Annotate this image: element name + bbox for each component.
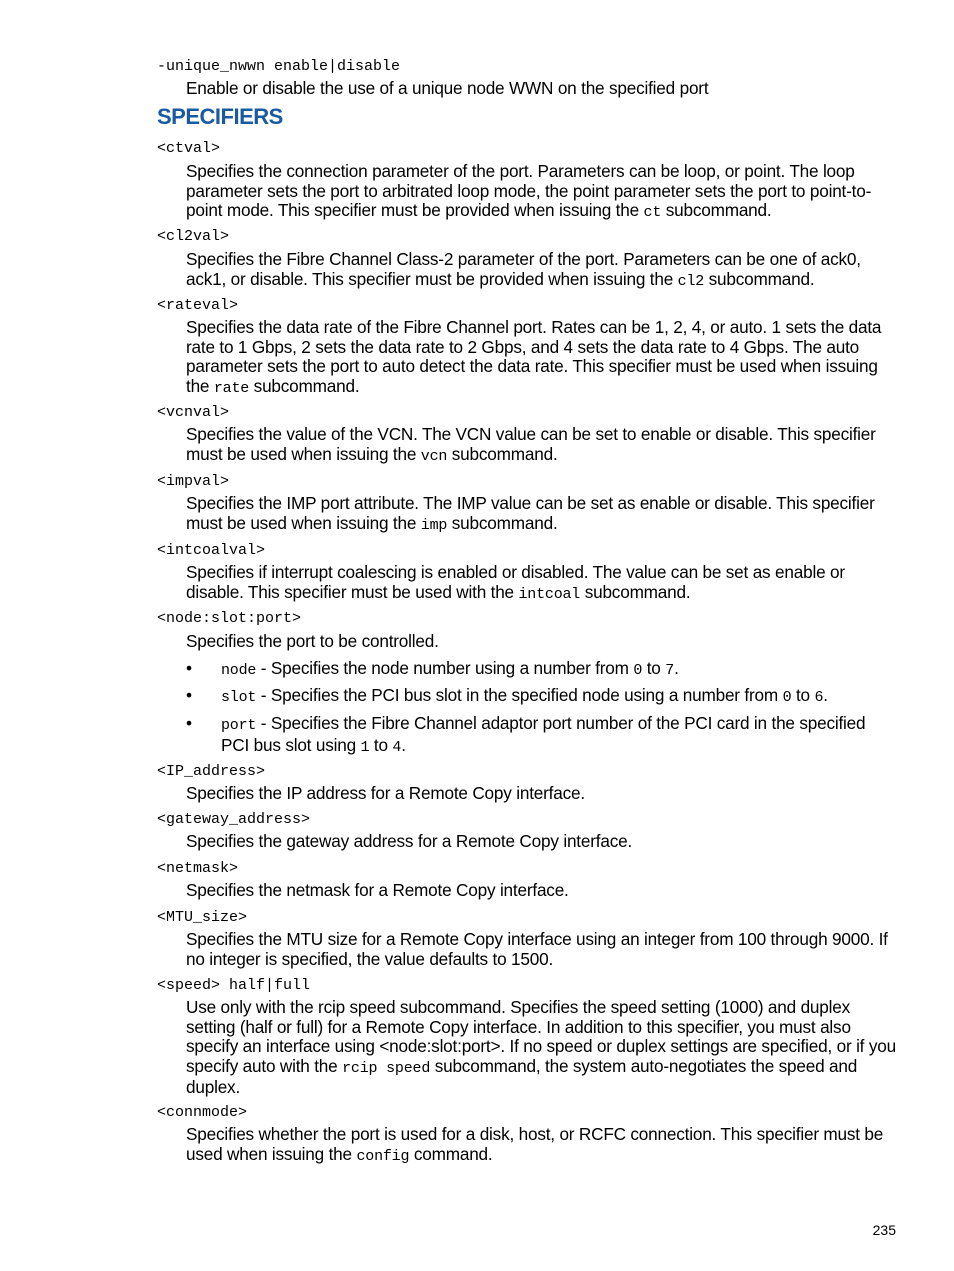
specifier-cl2val-description [186,250,898,291]
description-text: . [823,685,828,705]
description-text: . [674,658,679,678]
description-text: Specifies the IMP port attribute. The IMP value can be set as enable or disable. This specifier must be used when issuing the [186,493,875,533]
inline-code: intcoal [518,585,581,603]
specifier-vcnval: <vcnval> [157,404,230,421]
specifier-connmode: <connmode> [157,1104,248,1121]
description-text: subcommand. [447,512,558,533]
specifier-netmask-description: Specifies the netmask for a Remote Copy interface. [186,880,569,900]
inline-code: 0 [782,689,792,706]
specifier-intcoalval-description [186,563,898,604]
description-text: - Specifies the Fibre Channel adaptor port number of the PCI card in the specified PCI bus slot using [221,713,866,755]
specifier-netmask: <netmask> [157,860,239,877]
description-text: - Specifies the node number using a number from [256,658,634,678]
bullet-icon: • [186,713,192,733]
bullet-icon: • [186,685,192,705]
inline-code: imp [420,516,448,534]
description-text: Use only with the rcip speed subcommand. Specifies the speed setting (1000) and duplex setting (half or full) for a Remote Copy interface. In addition to this specifier, you must also specify an interface using <node:slot:port>. If no speed or duplex settings are specified, or if you specify auto with the [186,997,896,1076]
inline-code: node [221,662,257,679]
specifier-node-slot-port-description: Specifies the port to be controlled. [186,631,439,651]
specifier-rateval-description [186,318,898,398]
description-text: to [642,658,666,678]
description-text: subcommand. [447,443,558,464]
specifier-speed: <speed> half|full [157,977,311,994]
inline-code: slot [221,689,257,706]
list-item-text [221,714,898,757]
inline-code: ct [643,204,662,222]
option-unique-nwwn-description: Enable or disable the use of a unique node WWN on the specified port [186,78,709,98]
inline-code: 1 [360,738,370,756]
inline-code: port [221,717,257,734]
description-text: subcommand. [704,268,815,289]
description-text: subcommand. [661,200,772,221]
inline-code: 0 [633,662,643,679]
description-text: Specifies the data rate of the Fibre Channel port. Rates can be 1, 2, 4, or auto. 1 sets the data rate to 1 Gbps, 2 sets the data rate to 2 Gbps, and 4 sets the data rate to 4 Gbps. The auto parameter sets the port to auto detect the data rate. This specifier must be used when issuing the [186,317,882,396]
specifier-ctval-description [186,162,898,223]
specifier-connmode-description [186,1125,898,1166]
specifier-mtu-size: <MTU_size> [157,909,248,926]
description-text: Specifies the connection parameter of the port. Parameters can be loop, or point. The loop parameter sets the port to arbitrated loop mode, the point parameter sets the port to point-to-point mode. This specifier must be provided when issuing the [186,161,872,221]
specifier-ip-address-description: Specifies the IP address for a Remote Copy interface. [186,783,585,803]
description-text: - Specifies the PCI bus slot in the specified node using a number from [256,685,783,705]
description-text: Specifies if interrupt coalescing is enabled or disabled. The value can be set as enable or disable. This specifier must be used with the [186,562,845,602]
description-text: command. [409,1143,493,1164]
specifier-speed-description [186,998,898,1098]
specifier-gateway-address-description: Specifies the gateway address for a Remote Copy interface. [186,831,633,851]
description-text: subcommand. [580,581,691,602]
bullet-icon: • [186,658,192,678]
inline-code: rate [213,379,250,397]
description-text: subcommand. [249,375,360,396]
inline-code: rcip speed [342,1059,431,1077]
specifier-ip-address: <IP_address> [157,763,266,780]
specifier-intcoalval: <intcoalval> [157,542,266,559]
specifier-gateway-address: <gateway_address> [157,811,311,828]
description-text: Specifies whether the port is used for a disk, host, or RCFC connection. This specifier must be used when issuing the [186,1124,884,1164]
specifier-vcnval-description [186,425,898,466]
inline-code: 6 [814,689,824,706]
inline-code: 7 [665,662,675,679]
specifier-ctval: <ctval> [157,140,221,157]
description-text: . [401,734,406,755]
list-item-text [221,686,898,708]
inline-code: 4 [392,738,402,756]
specifier-rateval: <rateval> [157,297,239,314]
description-text: subcommand, the system auto-negotiates the speed and duplex. [186,1055,858,1098]
page-number: 235 [872,1222,896,1238]
description-text: Specifies the value of the VCN. The VCN value can be set to enable or disable. This specifier must be used when issuing the [186,424,876,464]
description-text: to [369,734,393,755]
description-text: Specifies the Fibre Channel Class-2 parameter of the port. Parameters can be one of ack0, ack1, or disable. This specifier must be provided when issuing the [186,249,861,289]
inline-code: config [356,1147,410,1165]
inline-code: vcn [420,447,448,465]
specifier-cl2val: <cl2val> [157,228,230,245]
specifier-impval: <impval> [157,473,230,490]
list-item-text [221,659,898,681]
specifier-impval-description [186,494,898,535]
specifier-mtu-size-description: Specifies the MTU size for a Remote Copy interface using an integer from 100 through 9000. If no integer is specified, the value defaults to 1500. [186,929,888,969]
description-text: to [791,685,815,705]
specifier-node-slot-port: <node:slot:port> [157,610,302,627]
option-unique-nwwn: -unique_nwwn enable|disable [157,58,401,75]
section-heading-specifiers: SPECIFIERS [157,104,283,129]
inline-code: cl2 [677,272,705,290]
